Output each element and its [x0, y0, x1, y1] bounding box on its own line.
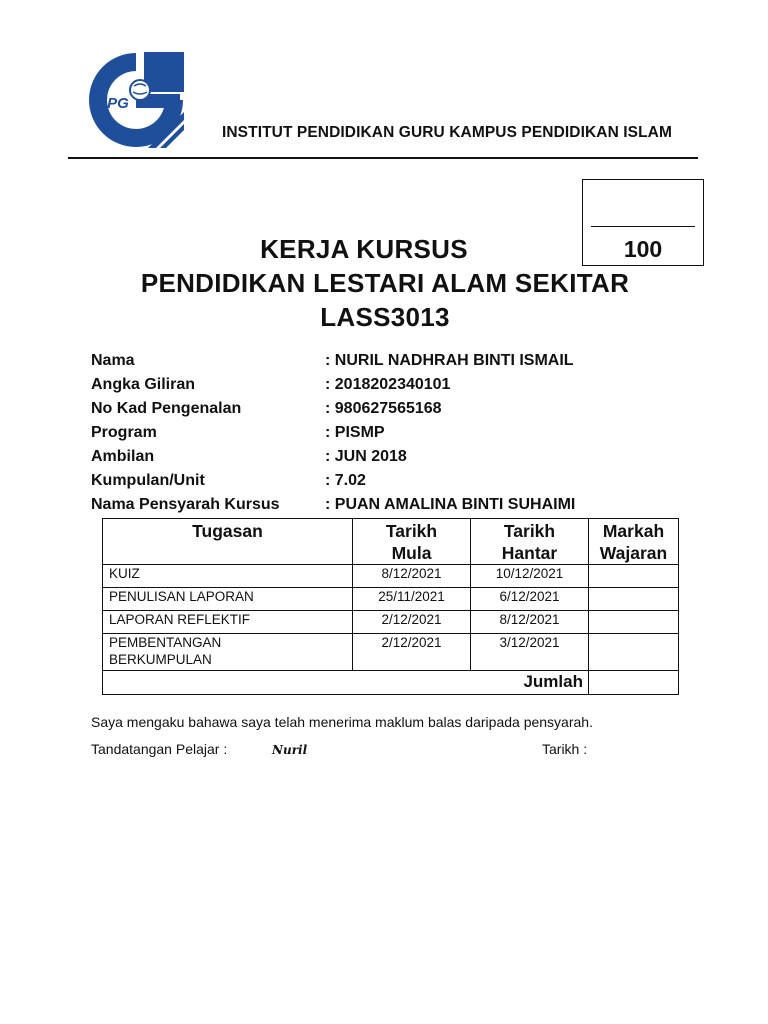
start-date-cell: 2/12/2021 [353, 634, 471, 671]
submit-date-cell: 8/12/2021 [471, 611, 589, 634]
info-row-program [91, 421, 711, 445]
info-label: Kumpulan/Unit [91, 472, 205, 489]
info-value: : 2018202340101 [325, 376, 451, 393]
ipg-logo [86, 50, 186, 150]
student-signature [270, 741, 330, 759]
info-value: : 980627565168 [325, 400, 442, 417]
submit-date-cell: 10/12/2021 [471, 565, 589, 588]
info-value: : PISMP [325, 424, 385, 441]
mark-cell [589, 565, 679, 588]
submit-date-cell: 6/12/2021 [471, 588, 589, 611]
info-row-index-number [91, 373, 711, 397]
submit-date-cell: 3/12/2021 [471, 634, 589, 671]
mark-box-total: 100 [623, 236, 663, 262]
table-row [103, 588, 679, 611]
task-cell: PEMBENTANGAN BERKUMPULAN [103, 634, 353, 671]
start-date-cell: 2/12/2021 [353, 611, 471, 634]
info-row-lecturer [91, 493, 711, 517]
student-info [91, 349, 711, 517]
task-cell: LAPORAN REFLEKTIF [103, 611, 353, 634]
info-value: : NURIL NADHRAH BINTI ISMAIL [325, 352, 574, 369]
title-line-3: LASS3013 [320, 302, 450, 332]
header-mark-weight: Markah Wajaran [589, 519, 679, 565]
info-value: : 7.02 [325, 472, 366, 489]
institute-name: INSTITUT PENDIDIKAN GURU KAMPUS PENDIDIKAN ISLAM [221, 124, 672, 141]
start-date-cell: 25/11/2021 [353, 588, 471, 611]
jawi-institute-name [212, 78, 670, 118]
assignment-table [102, 518, 679, 695]
info-row-name [91, 349, 711, 373]
task-cell: KUIZ [103, 565, 353, 588]
header-task: Tugasan [103, 519, 353, 565]
info-row-ic-number [91, 397, 711, 421]
title-line-1: KERJA KURSUS [260, 234, 468, 264]
table-row [103, 634, 679, 671]
info-label: No Kad Pengenalan [91, 400, 242, 417]
mark-cell [589, 588, 679, 611]
header-divider [68, 157, 698, 159]
mark-cell [589, 634, 679, 671]
date-label: Tarikh : [542, 741, 588, 757]
info-label: Nama [91, 352, 135, 369]
signature-label: Tandatangan Pelajar : [91, 741, 228, 757]
info-row-group [91, 469, 711, 493]
mark-cell [589, 611, 679, 634]
info-label: Angka Giliran [91, 376, 196, 393]
mark-box-line [591, 226, 695, 227]
logo-text: iPG [103, 95, 129, 112]
table-header-row [103, 519, 679, 565]
total-mark-cell [589, 671, 679, 695]
info-label: Program [91, 424, 157, 441]
title-line-2: PENDIDIKAN LESTARI ALAM SEKITAR [140, 268, 630, 298]
table-total-row [103, 671, 679, 695]
start-date-cell: 8/12/2021 [353, 565, 471, 588]
info-row-intake [91, 445, 711, 469]
total-label: Jumlah [103, 671, 589, 695]
info-value: : JUN 2018 [325, 448, 407, 465]
info-value: : PUAN AMALINA BINTI SUHAIMI [325, 496, 576, 513]
declaration-text: Saya mengaku bahawa saya telah menerima maklum balas daripada pensyarah. [91, 714, 593, 730]
header-submit-date: Tarikh Hantar [471, 519, 589, 565]
task-cell: PENULISAN LAPORAN [103, 588, 353, 611]
header-start-date: Tarikh Mula [353, 519, 471, 565]
table-row [103, 565, 679, 588]
info-label: Nama Pensyarah Kursus [91, 496, 280, 513]
signature-text: Nuril [272, 743, 308, 757]
info-label: Ambilan [91, 448, 155, 465]
table-row [103, 611, 679, 634]
